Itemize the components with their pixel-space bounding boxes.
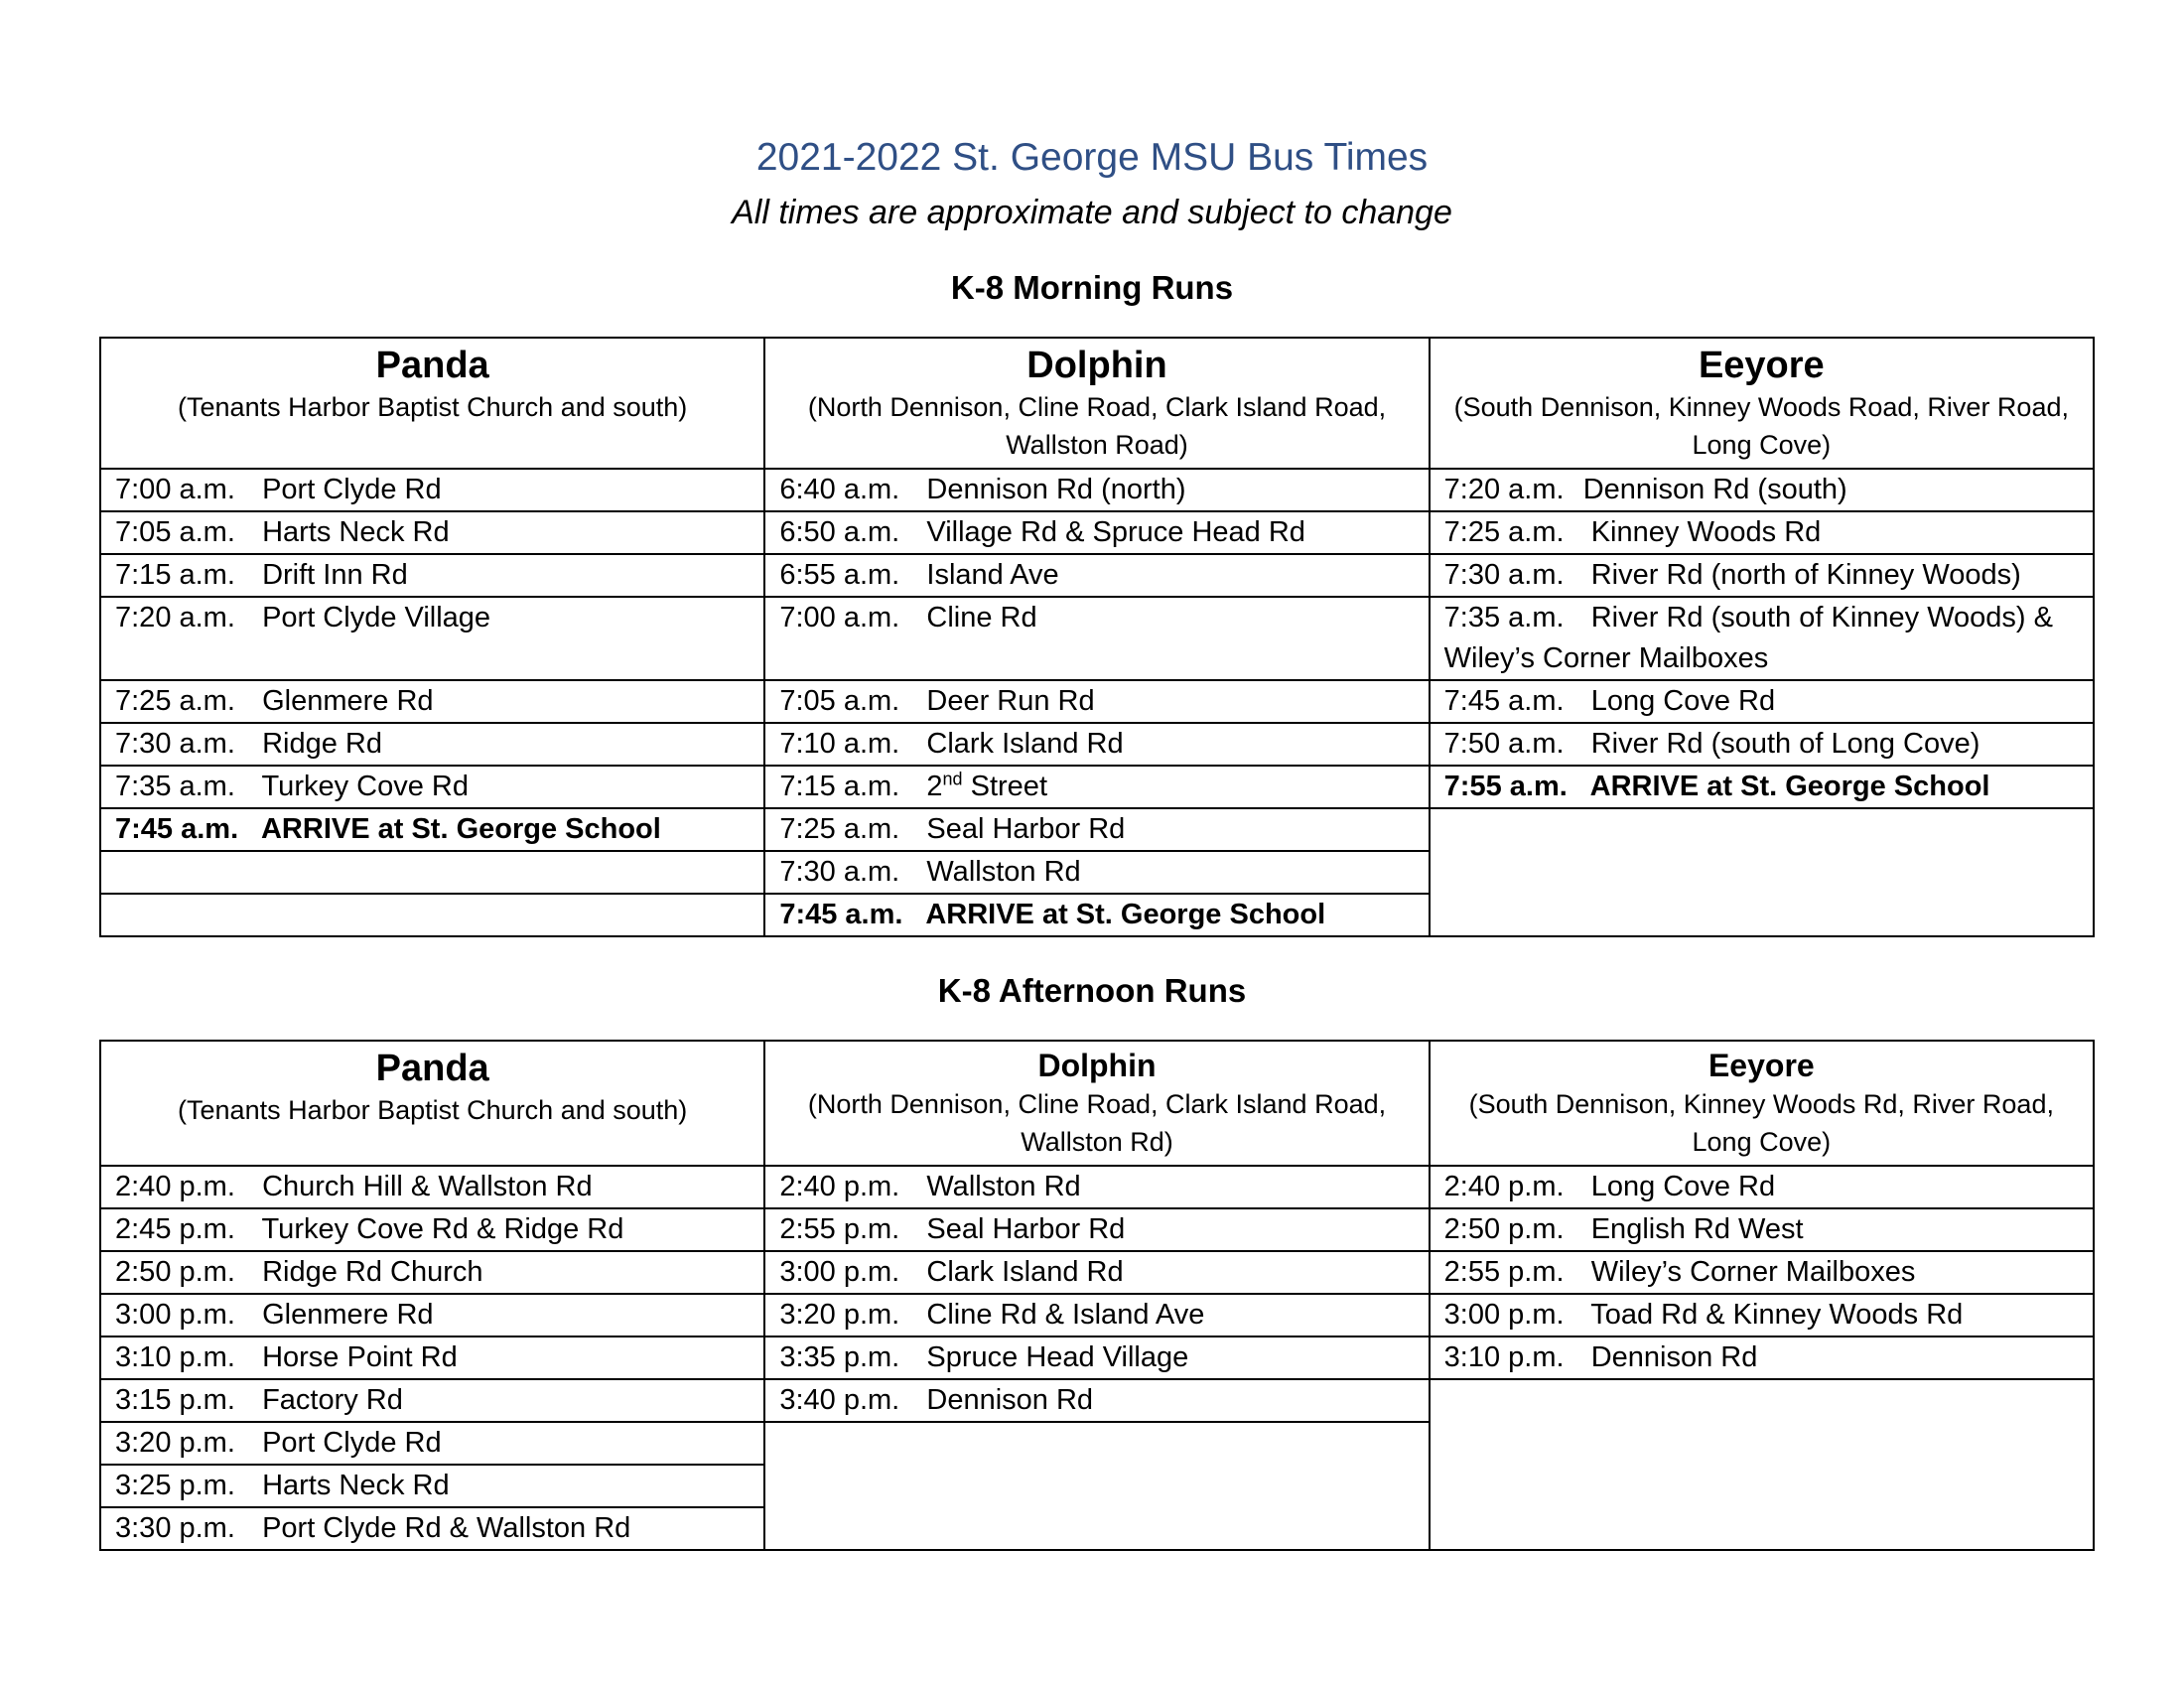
dolphin-stop: 2:40 p.m. Wallston Rd: [764, 1166, 1429, 1208]
morning-runs-heading: K-8 Morning Runs: [950, 269, 1234, 306]
table-row: [100, 554, 2094, 597]
empty-cell: [1430, 808, 2094, 936]
dolphin-arrive: 7:45 a.m. ARRIVE at St. George School: [764, 894, 1429, 936]
dolphin-stop: 7:00 a.m. Cline Rd: [764, 597, 1429, 680]
dolphin-stop: 3:00 p.m. Clark Island Rd: [764, 1251, 1429, 1294]
dolphin-stop: 7:30 a.m. Wallston Rd: [764, 851, 1429, 894]
table-row: [100, 469, 2094, 511]
dolphin-stop: 7:15 a.m. 2nd Street: [764, 766, 1429, 808]
panda-stop: 7:05 a.m. Harts Neck Rd: [100, 511, 764, 554]
panda-stop: 3:15 p.m. Factory Rd: [100, 1379, 764, 1422]
eeyore-header: [1430, 338, 2094, 469]
eeyore-arrive: 7:55 a.m. ARRIVE at St. George School: [1430, 766, 2094, 808]
dolphin-stop: 2:55 p.m. Seal Harbor Rd: [764, 1208, 1429, 1251]
table-row: [100, 808, 2094, 851]
bus-name: Panda: [375, 345, 489, 386]
table-row: [100, 1379, 2094, 1422]
eeyore-stop: 7:20 a.m. Dennison Rd (south): [1430, 469, 2094, 511]
eeyore-stop: 7:25 a.m. Kinney Woods Rd: [1430, 511, 2094, 554]
page-subtitle: All times are approximate and subject to change: [732, 194, 1452, 231]
eeyore-stop: 7:35 a.m. River Rd (south of Kinney Woods) & Wiley’s Corner Mailboxes: [1430, 597, 2094, 680]
bus-name: Eeyore: [1698, 345, 1825, 386]
panda-stop: 7:20 a.m. Port Clyde Village: [100, 597, 764, 680]
bus-name: Dolphin: [1037, 1048, 1157, 1083]
table-row: [100, 723, 2094, 766]
table-header-row: [100, 1041, 2094, 1166]
dolphin-stop: 6:50 a.m. Village Rd & Spruce Head Rd: [764, 511, 1429, 554]
page-title: 2021-2022 St. George MSU Bus Times: [755, 136, 1429, 179]
table-row: [100, 597, 2094, 680]
table-header-row: [100, 338, 2094, 469]
table-row: [100, 680, 2094, 723]
table-row: [100, 1166, 2094, 1208]
panda-stop: 7:25 a.m. Glenmere Rd: [100, 680, 764, 723]
bus-area: (South Dennison, Kinney Woods Rd, River Road, Long Cove): [1468, 1089, 2054, 1157]
panda-stop: 7:30 a.m. Ridge Rd: [100, 723, 764, 766]
table-row: [100, 766, 2094, 808]
dolphin-stop: 7:05 a.m. Deer Run Rd: [764, 680, 1429, 723]
panda-stop: 3:20 p.m. Port Clyde Rd: [100, 1422, 764, 1465]
eeyore-stop: 3:00 p.m. Toad Rd & Kinney Woods Rd: [1430, 1294, 2094, 1336]
dolphin-header: [764, 1041, 1429, 1166]
eeyore-stop: 3:10 p.m. Dennison Rd: [1430, 1336, 2094, 1379]
dolphin-stop: 3:35 p.m. Spruce Head Village: [764, 1336, 1429, 1379]
panda-header: [100, 338, 764, 469]
afternoon-runs-table: [99, 1040, 2095, 1551]
empty-cell: [1430, 1379, 2094, 1550]
eeyore-stop: 2:40 p.m. Long Cove Rd: [1430, 1166, 2094, 1208]
dolphin-stop: 3:20 p.m. Cline Rd & Island Ave: [764, 1294, 1429, 1336]
dolphin-stop: 6:55 a.m. Island Ave: [764, 554, 1429, 597]
table-row: [100, 1251, 2094, 1294]
eeyore-stop: 7:45 a.m. Long Cove Rd: [1430, 680, 2094, 723]
morning-runs-table: [99, 337, 2095, 937]
panda-stop: 3:00 p.m. Glenmere Rd: [100, 1294, 764, 1336]
dolphin-header: [764, 338, 1429, 469]
panda-arrive: 7:45 a.m. ARRIVE at St. George School: [100, 808, 764, 851]
table-row: [100, 511, 2094, 554]
dolphin-stop: 3:40 p.m. Dennison Rd: [764, 1379, 1429, 1422]
panda-stop: 3:30 p.m. Port Clyde Rd & Wallston Rd: [100, 1507, 764, 1550]
bus-area: (Tenants Harbor Baptist Church and south): [178, 1095, 688, 1125]
panda-header: [100, 1041, 764, 1166]
table-row: [100, 1294, 2094, 1336]
empty-cell: [100, 894, 764, 936]
panda-stop: 7:00 a.m. Port Clyde Rd: [100, 469, 764, 511]
eeyore-stop: 7:50 a.m. River Rd (south of Long Cove): [1430, 723, 2094, 766]
bus-name: Dolphin: [1026, 345, 1167, 386]
panda-stop: 2:50 p.m. Ridge Rd Church: [100, 1251, 764, 1294]
bus-area: (Tenants Harbor Baptist Church and south): [178, 392, 688, 422]
bus-name: Panda: [375, 1048, 489, 1089]
bus-area: (North Dennison, Cline Road, Clark Island Road, Wallston Road): [807, 392, 1387, 460]
dolphin-stop: 6:40 a.m. Dennison Rd (north): [764, 469, 1429, 511]
panda-stop: 7:15 a.m. Drift Inn Rd: [100, 554, 764, 597]
eeyore-stop: 2:55 p.m. Wiley’s Corner Mailboxes: [1430, 1251, 2094, 1294]
bus-area: (North Dennison, Cline Road, Clark Island Road, Wallston Rd): [807, 1089, 1387, 1157]
dolphin-stop: 7:10 a.m. Clark Island Rd: [764, 723, 1429, 766]
dolphin-stop: 7:25 a.m. Seal Harbor Rd: [764, 808, 1429, 851]
table-row: [100, 1336, 2094, 1379]
panda-stop: 7:35 a.m. Turkey Cove Rd: [100, 766, 764, 808]
empty-cell: [100, 851, 764, 894]
eeyore-stop: 2:50 p.m. English Rd West: [1430, 1208, 2094, 1251]
bus-area: (South Dennison, Kinney Woods Road, River Road, Long Cove): [1453, 392, 2069, 460]
panda-stop: 2:40 p.m. Church Hill & Wallston Rd: [100, 1166, 764, 1208]
empty-cell: [764, 1422, 1429, 1550]
eeyore-header: [1430, 1041, 2094, 1166]
afternoon-runs-heading: K-8 Afternoon Runs: [937, 972, 1247, 1009]
panda-stop: 3:25 p.m. Harts Neck Rd: [100, 1465, 764, 1507]
panda-stop: 2:45 p.m. Turkey Cove Rd & Ridge Rd: [100, 1208, 764, 1251]
eeyore-stop: 7:30 a.m. River Rd (north of Kinney Woods): [1430, 554, 2094, 597]
panda-stop: 3:10 p.m. Horse Point Rd: [100, 1336, 764, 1379]
table-row: [100, 1208, 2094, 1251]
bus-name: Eeyore: [1707, 1048, 1815, 1083]
